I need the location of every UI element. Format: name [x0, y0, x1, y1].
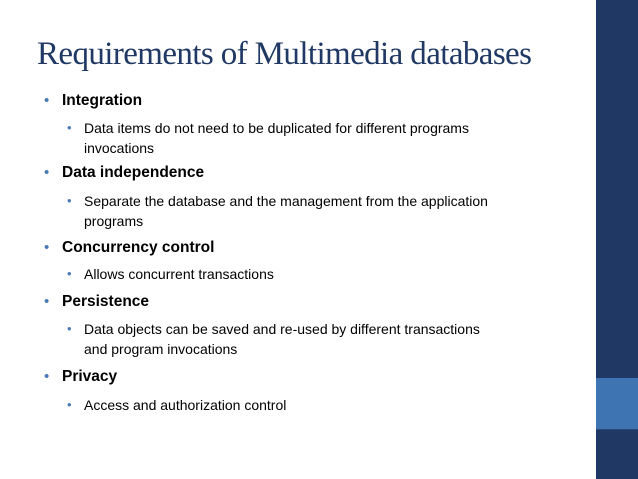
bullet-dot: • — [44, 239, 50, 256]
sub-bullet-text: Allows concurrent transactions — [84, 266, 274, 282]
bullet-heading-data-independence: Data independence — [62, 164, 205, 181]
sub-bullet-text: Data items do not need to be duplicated for different programs — [84, 120, 469, 136]
bullet-heading-integration: Integration — [62, 92, 143, 109]
sidebar-accent-block — [596, 378, 638, 429]
sub-bullet-dot: • — [67, 266, 72, 281]
sub-bullet-text-cont: and program invocations — [84, 341, 238, 357]
bullet-heading-persistence: Persistence — [62, 293, 150, 310]
sub-bullet-text: Data objects can be saved and re-used by different transactions — [84, 321, 480, 337]
bullet-heading-privacy: Privacy — [62, 368, 118, 385]
bullet-dot: • — [44, 293, 50, 310]
sub-bullet-dot: • — [67, 120, 72, 135]
bullet-dot: • — [44, 164, 50, 181]
sidebar-bottom-block — [596, 429, 638, 479]
sub-bullet-text-cont: invocations — [84, 140, 155, 156]
bullet-dot: • — [44, 92, 50, 109]
sub-bullet-text: Access and authorization control — [84, 397, 287, 413]
sub-bullet-dot: • — [67, 397, 72, 412]
sub-bullet-dot: • — [67, 193, 72, 208]
sub-bullet-dot: • — [67, 321, 72, 336]
bullet-heading-concurrency-control: Concurrency control — [62, 239, 215, 256]
bullet-dot: • — [44, 368, 50, 385]
sub-bullet-text-cont: programs — [84, 213, 144, 229]
sub-bullet-text: Separate the database and the management from the application — [84, 193, 488, 209]
slide-title: Requirements of Multimedia databases — [37, 36, 532, 72]
